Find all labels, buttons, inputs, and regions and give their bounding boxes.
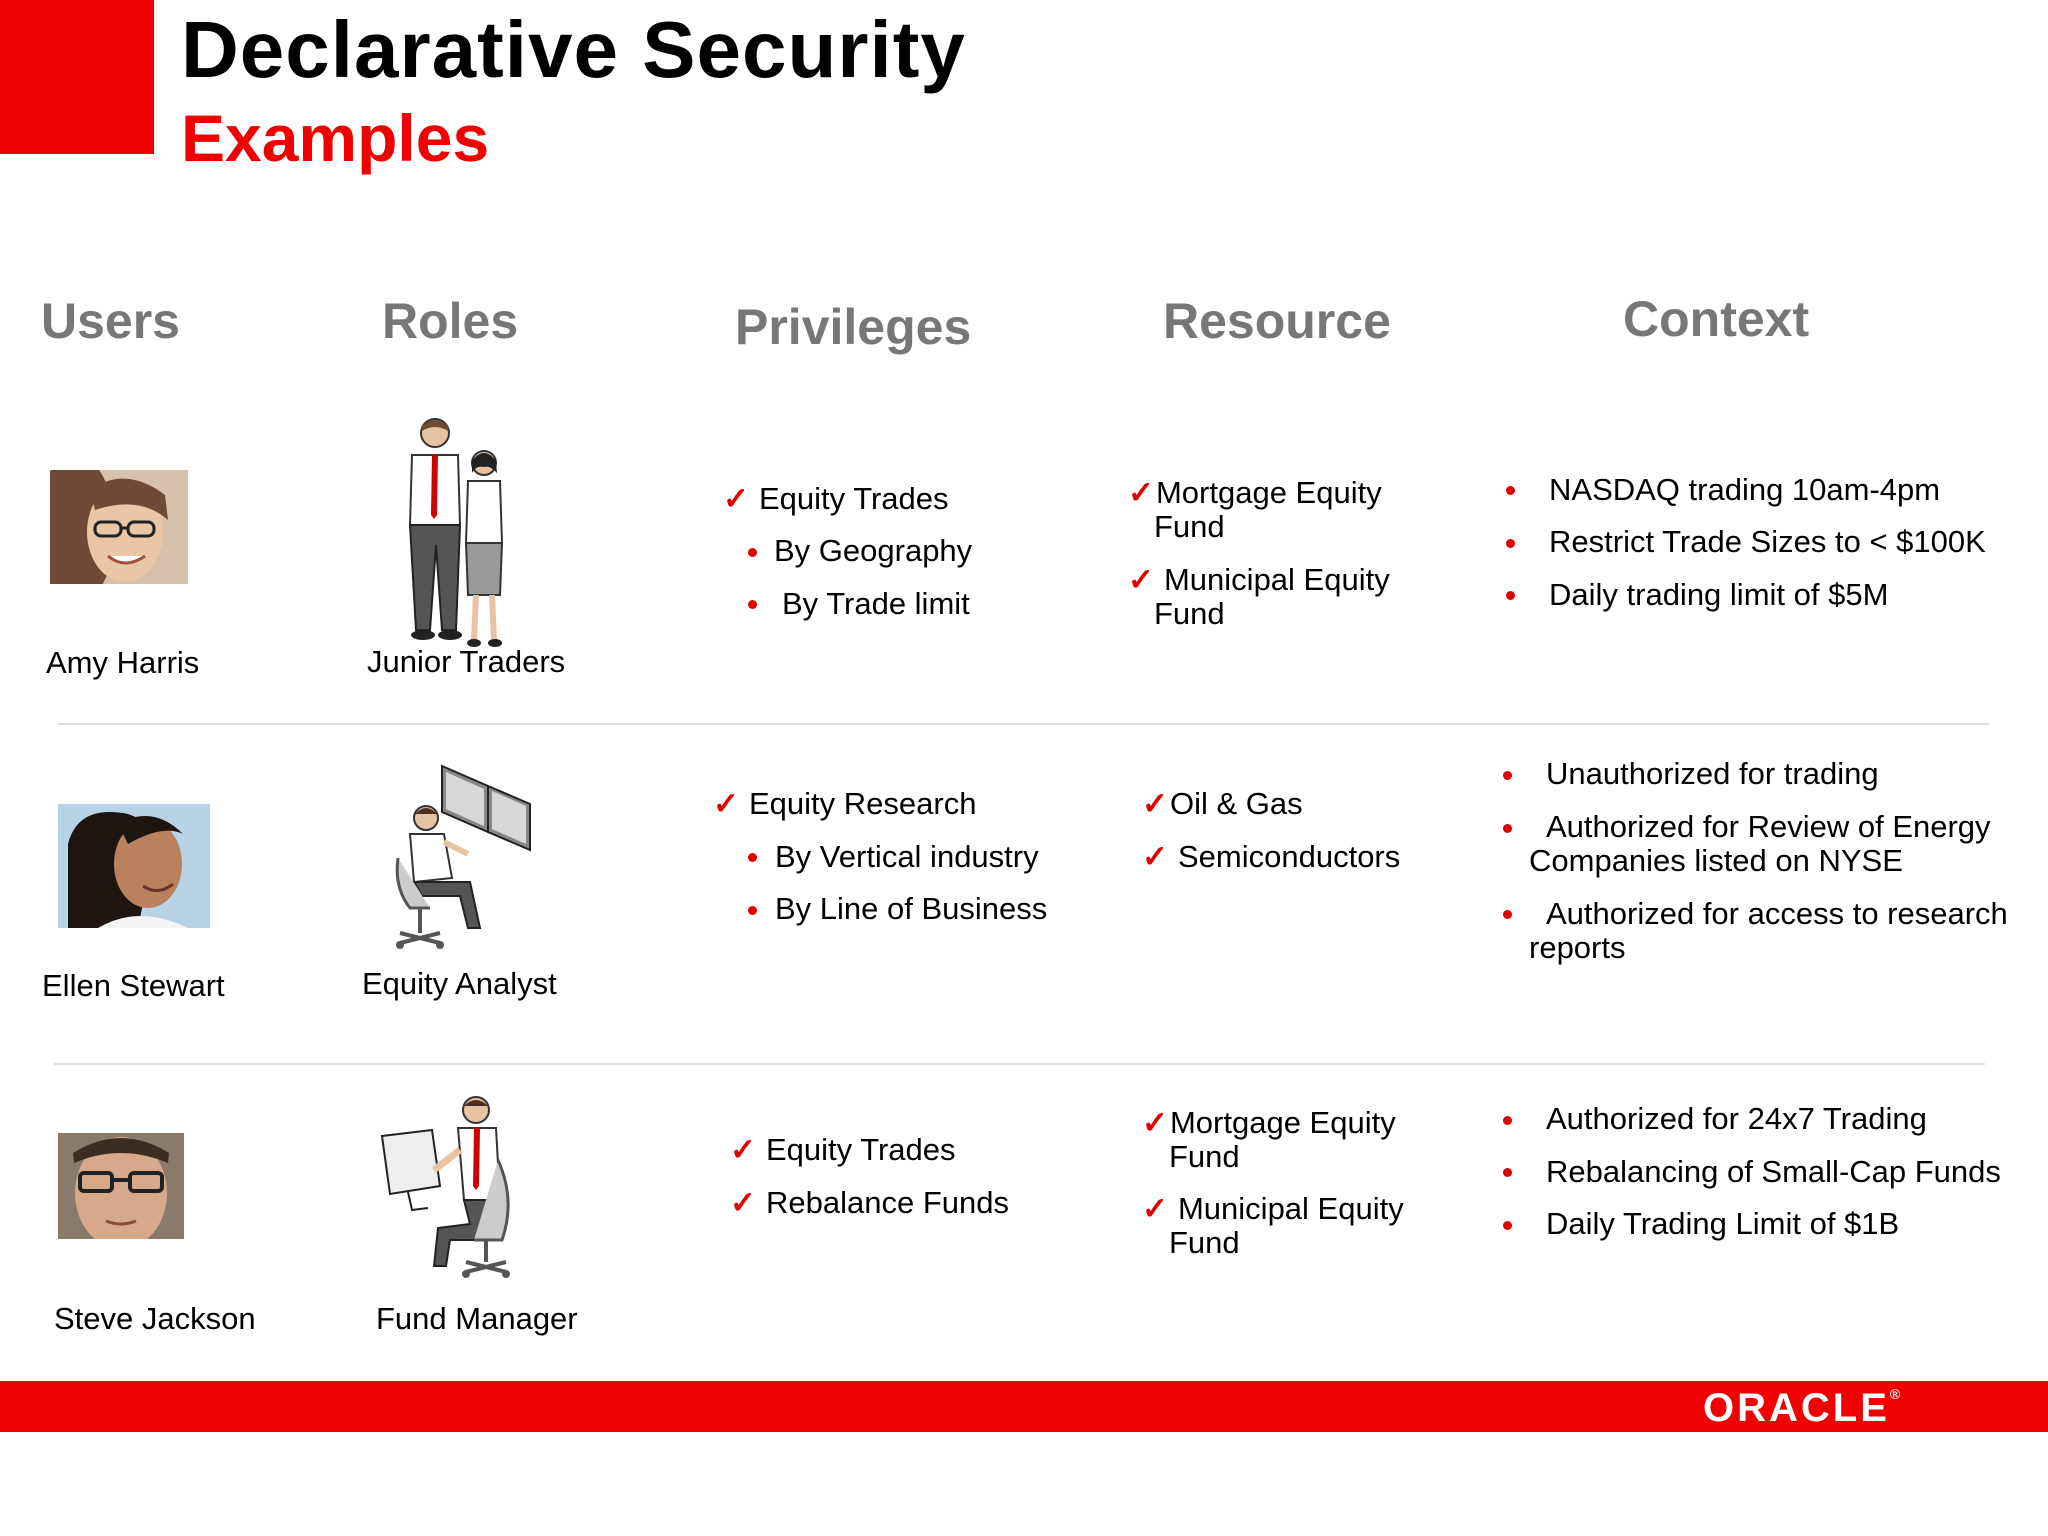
slide-subtitle: Examples [181, 101, 490, 175]
column-header-roles: Roles [382, 293, 519, 349]
privilege-item [713, 787, 976, 821]
column-header-privileges: Privileges [735, 299, 972, 355]
role-figure-fund-manager [378, 1090, 518, 1285]
resource-item [1142, 787, 1303, 821]
context-item: Unauthorized for trading [1546, 756, 1879, 791]
resource-item [1142, 1192, 1404, 1226]
resource-label-continued: Fund [1169, 1225, 1240, 1260]
checkmark-icon: ✓ [1142, 1105, 1168, 1140]
bullet-icon [1503, 1221, 1512, 1230]
bullet-icon [1506, 539, 1515, 548]
resource-item [1142, 840, 1400, 874]
checkmark-icon: ✓ [730, 1132, 756, 1167]
checkmark-icon: ✓ [1128, 562, 1154, 597]
bullet-icon [1506, 591, 1515, 600]
resource-label: Oil & Gas [1169, 786, 1303, 821]
user-name: Ellen Stewart [42, 968, 225, 1003]
checkmark-icon: ✓ [1142, 1191, 1168, 1226]
user-name: Steve Jackson [54, 1301, 256, 1336]
user-photo-ellen-stewart [58, 804, 210, 928]
privilege-label: Rebalance Funds [765, 1185, 1009, 1220]
role-name: Equity Analyst [362, 966, 557, 1001]
checkmark-icon: ✓ [1142, 839, 1168, 874]
bullet-icon [1503, 771, 1512, 780]
column-header-context: Context [1623, 291, 1810, 347]
resource-label: Mortgage Equity [1169, 1105, 1396, 1140]
role-name: Fund Manager [376, 1301, 578, 1336]
corner-red-block [0, 0, 154, 154]
avatar-woman-glasses-icon [50, 470, 188, 584]
oracle-logo-text: ORACLE [1703, 1386, 1890, 1430]
role-figure-junior-traders [390, 415, 520, 655]
context-item: Daily Trading Limit of $1B [1546, 1206, 1900, 1241]
privilege-label: Equity Research [748, 786, 977, 821]
resource-label-continued: Fund [1169, 1139, 1240, 1174]
context-item: Authorized for 24x7 Trading [1546, 1101, 1927, 1136]
resource-item [1128, 476, 1382, 510]
manager-at-computer-icon [378, 1090, 518, 1280]
privilege-sub-item: By Trade limit [782, 586, 970, 621]
context-item: Daily trading limit of $5M [1549, 577, 1889, 612]
column-header-users: Users [41, 293, 180, 349]
slide-title: Declarative Security [181, 5, 966, 94]
user-photo-amy-harris [50, 470, 188, 584]
bullet-icon [1503, 910, 1512, 919]
resource-label-continued: Fund [1154, 596, 1225, 631]
resource-label: Mortgage Equity [1155, 475, 1382, 510]
trademark-symbol: ® [1889, 1386, 1901, 1402]
bullet-icon [748, 600, 757, 609]
resource-label: Semiconductors [1177, 839, 1401, 874]
resource-label: Municipal Equity [1177, 1191, 1404, 1226]
column-header-resource: Resource [1163, 293, 1391, 349]
context-item: Rebalancing of Small-Cap Funds [1546, 1154, 2001, 1189]
resource-item [1142, 1106, 1396, 1140]
context-item-continued: reports [1529, 930, 1626, 965]
checkmark-icon: ✓ [1142, 786, 1168, 821]
context-item: NASDAQ trading 10am-4pm [1549, 472, 1941, 507]
privilege-sub-item: By Vertical industry [775, 839, 1039, 874]
context-item-continued: Companies listed on NYSE [1529, 843, 1903, 878]
privilege-label: Equity Trades [758, 481, 949, 516]
oracle-logo [1703, 1386, 1900, 1431]
resource-label-continued: Fund [1154, 509, 1225, 544]
row-divider [54, 1063, 1985, 1065]
privilege-sub-item: By Geography [774, 533, 973, 568]
role-figure-equity-analyst [390, 758, 540, 963]
bullet-icon [1503, 824, 1512, 833]
privilege-item [730, 1186, 1009, 1220]
privilege-label: Equity Trades [765, 1132, 956, 1167]
checkmark-icon: ✓ [723, 481, 749, 516]
resource-label: Municipal Equity [1163, 562, 1390, 597]
user-photo-steve-jackson [58, 1133, 184, 1239]
analyst-at-monitors-icon [390, 758, 540, 958]
privilege-item [723, 482, 949, 516]
row-divider [58, 723, 1989, 725]
context-item: Authorized for access to research [1546, 896, 2008, 931]
privilege-sub-item: By Line of Business [775, 891, 1048, 926]
bullet-icon [748, 548, 757, 557]
bullet-icon [1506, 486, 1515, 495]
context-item: Authorized for Review of Energy [1546, 809, 1991, 844]
context-item: Restrict Trade Sizes to < $100K [1549, 524, 1986, 559]
avatar-man-glasses-icon [58, 1133, 184, 1239]
bullet-icon [1503, 1116, 1512, 1125]
two-traders-icon [390, 415, 520, 650]
role-name: Junior Traders [367, 644, 566, 679]
bullet-icon [748, 906, 757, 915]
checkmark-icon: ✓ [713, 786, 739, 821]
bullet-icon [1503, 1168, 1512, 1177]
resource-item [1128, 563, 1390, 597]
checkmark-icon: ✓ [1128, 475, 1154, 510]
bullet-icon [748, 853, 757, 862]
privilege-item [730, 1133, 956, 1167]
user-name: Amy Harris [46, 645, 200, 680]
checkmark-icon: ✓ [730, 1185, 756, 1220]
avatar-woman-icon [58, 804, 210, 928]
